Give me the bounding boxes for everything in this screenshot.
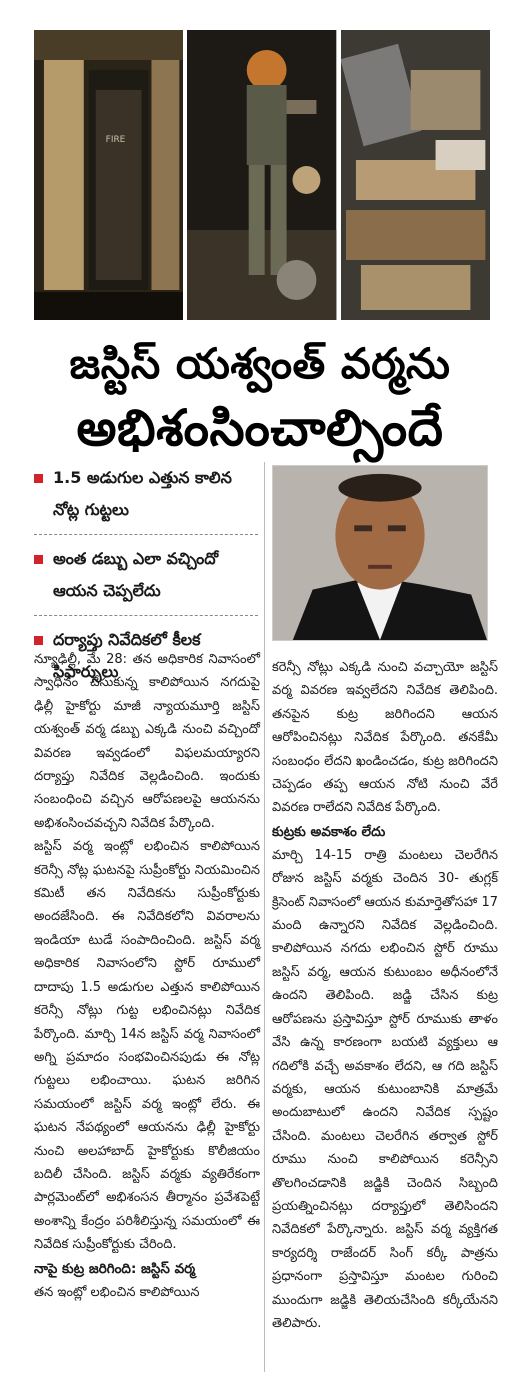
highlight-item (34, 462, 258, 526)
article-paragraph: జస్టిస్ వర్మ ఇంట్లో లభించిన కాలిపోయిన కరెన్సీ నోట్ల ఘటనపై సుప్రీంకోర్టు నియమించిన కమిటీ తన నివేదికను సుప్రీంకోర్టుకు అందజేసింది. ఈ నివేదికలోని వివరాలను ఇండియా టుడే సంపాదించింది. జస్టిస్ వర్మ అధికారిక నివాసంలోని స్టోర్ రూములో దాదాపు 1.5 అడుగుల ఎత్తున కాలిపోయిన కరెన్సీ నోట్లు గుట్ట లభించినట్లు నివేదిక పేర్కొంది. మార్చి 14న జస్టిస్ వర్మ నివాసంలో అగ్ని ప్రమాదం సంభవించినపుడు ఈ నోట్ల గుట్టలు లభించాయి. ఘటన జరిగిన సమయంలో జస్టిస్ వర్మ ఇంట్లో లేరు. ఈ ఘటన నేపథ్యంలో ఆయనను ఢిల్లీ హైకోర్టు నుంచి అలహాబాద్ హైకోర్టుకు కొలీజియం బదిలీ చేసింది. జస్టిస్ వర్మకు వ్యతిరేకంగా పార్లమెంట్‌లో అభిశంసన తీర్మానం ప్రవేశపెట్టే అంశాన్ని కేంద్రం పరిశీలిస్తున్న సమయంలో ఈ నివేదిక సుప్రీంకోర్టుకు చేరింది. (34, 839, 260, 1253)
bullet-square-icon (34, 636, 43, 645)
firefighter-photo (187, 30, 336, 320)
article-column-left (34, 648, 260, 1304)
highlight-text: 1.5 అడుగుల ఎత్తున కాలిన నోట్ల గుట్టలు (53, 468, 232, 519)
bullet-square-icon (34, 555, 43, 564)
highlight-item (34, 543, 258, 607)
photo-strip (34, 30, 490, 320)
justice-portrait-photo (272, 465, 488, 641)
column-divider (264, 462, 265, 1372)
doorway-fire-photo (34, 30, 183, 320)
divider (34, 615, 258, 616)
article-paragraph: తన ఇంట్లో లభించిన కాలిపోయిన (34, 1284, 200, 1300)
article-paragraph: న్యూఢిల్లీ, మే 28: తన అధికారిక నివాసంలో స్వాధీనం చేసుకున్న కాలిపోయిన నగదుపై ఢిల్లీ హైకోర్టు మాజీ న్యాయమూర్తి జస్టిస్ యశ్వంత్ వర్మ డబ్బు ఎక్కడి నుంచి వచ్చిందో వివరణ ఇవ్వడంలో విఫలమయ్యారని దర్యాప్తు నివేదిక వెల్లడించింది. ఇందుకు సంబంధించి వచ్చిన ఆరోపణలపై ఆయనను అభిశంసించవచ్చని నివేదిక పేర్కొంది. (34, 652, 260, 831)
fire-sign-text: FIRE (105, 134, 126, 146)
headline-line-1: జస్టిస్ యశ్వంత్ వర్మను (69, 339, 451, 388)
highlight-text: అంత డబ్బు ఎలా వచ్చిందో ఆయన చెప్పలేదు (53, 549, 219, 600)
article-subhead: నాపై కుట్ర జరిగింది: జస్టిస్ వర్మ (34, 1260, 196, 1277)
burnt-notes-photo (341, 30, 490, 320)
article-paragraph: కరెన్సీ నోట్లు ఎక్కడి నుంచి వచ్చాయో జస్టిస్ వర్మ వివరణ ఇవ్వలేదని నివేదిక తెలిపింది. తనపైన కుట్ర జరిగిందని ఆయన ఆరోపించినట్లు నివేదిక పేర్కొంది. తనకేమీ సంబంధం లేదని ఖండించడం, కుట్ర జరిగిందని చెప్పడం తప్ప ఆయన నోటి నుంచి వేరే వివరణ రాలేదని నివేదిక పేర్కొంది. (272, 660, 498, 816)
headline-line-2: అభిశంసించాల్సిందే (76, 399, 444, 457)
article-column-right (272, 656, 498, 1335)
article-paragraph: మార్చి 14-15 రాత్రి మంటలు చెలరేగిన రోజున జస్టిస్ వర్మకు చెందిన 30- తుగ్లక్ క్రిసెంట్ నివాసంలో ఆయన కుమార్తెతోసహా 17 మంది ఉన్నారని నివేదిక వెల్లడించింది. కాలిపోయిన నగదు లభించిన స్టోర్ రూము జస్టిస్ వర్మ, ఆయన కుటుంబం అధీనంలోనే ఉందని తెలిపింది. జడ్జి చేసిన కుట్ర ఆరోపణను ప్రస్తావిస్తూ స్టోర్ రూముకు తాళం వేసి ఉన్న కారణంగా బయటి వ్యక్తులు ఆ గదిలోకి వచ్చే అవకాశం లేదని, ఆ గది జస్టిస్ వర్మకు, ఆయన కుటుంబానికి మాత్రమే అందుబాటులో ఉందని నివేదిక స్పష్టం చేసింది. మంటలు చెలరేగిన తర్వాత స్టోర్ రూము నుంచి కాలిపోయిన కరెన్సీని తొలగించడానికి జడ్జికి చెందిన సిబ్బంది ప్రయత్నించినట్లు దర్యాప్తులో తెలిసిందని నివేదికలో పేర్కొన్నారు. జస్టిస్ వర్మ వ్యక్తిగత కార్యదర్శి రాజేందర్ సింగ్ కర్కీ పాత్రను ప్రధానంగా ప్రస్తావిస్తూ మంటల గురించి ముందుగా జడ్జికి తెలియచేసింది కర్కీయేనని తెలిపారు. (272, 847, 498, 1331)
bullet-square-icon (34, 474, 43, 483)
article-subhead: కుట్రకు అవకాశం లేదు (272, 823, 386, 840)
divider (34, 534, 258, 535)
highlight-text: దర్యాప్తు నివేదికలో కీలక సిఫార్సులు (53, 630, 201, 681)
